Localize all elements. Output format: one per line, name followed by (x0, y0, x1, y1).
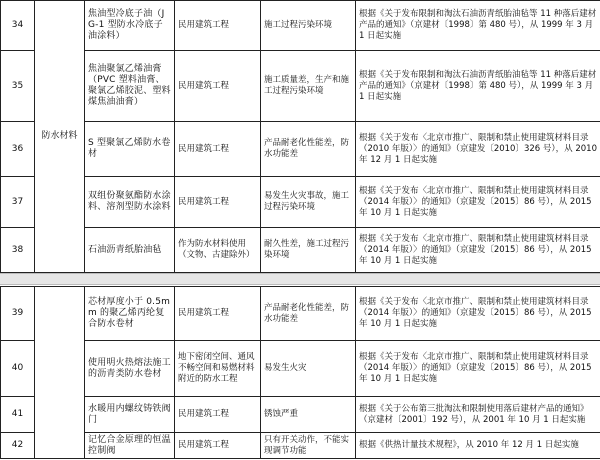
regulatory-basis: 根据《关于发布〈北京市推广、限制和禁止使用建筑材料目录（2014 年版）〉的通知》（京建发〔2015〕86 号），从 2015 年 10 月 1 日起实施 (356, 228, 600, 273)
material-name: 焦油聚氯乙烯油膏（PVC 塑料油膏、聚氯乙烯胶泥、塑料煤焦油油膏） (85, 51, 175, 122)
row-number: 34 (1, 1, 35, 51)
page-break (0, 273, 600, 285)
category-cell: 防水材料 (35, 1, 85, 273)
restricted-scope: 民用建筑工程 (175, 287, 261, 341)
restriction-reason: 易发生火灾 (261, 341, 356, 397)
regulatory-basis: 根据《供热计量技术规程》，从 2010 年 12 月 1 日起实施 (356, 433, 600, 459)
table-row (1, 1, 600, 51)
table-row (1, 341, 600, 397)
table-row (1, 397, 600, 433)
restricted-scope: 民用建筑工程 (175, 51, 261, 122)
restricted-materials-table-bottom (0, 286, 600, 459)
restricted-scope: 地下密闭空间、通风不畅空间和易燃材料附近的防水工程 (175, 341, 261, 397)
material-name: 水暖用内螺纹铸铁阀门 (85, 397, 175, 433)
row-number: 37 (1, 177, 35, 228)
regulatory-basis: 根据《关于发布〈北京市推广、限制和禁止使用建筑材料目录（2014 年版）〉的通知》（京建发〔2015〕86 号），从 2015 年 10 月 1 日起实施 (356, 287, 600, 341)
restricted-scope: 民用建筑工程 (175, 122, 261, 177)
restriction-reason: 施工过程污染环境 (261, 1, 356, 51)
restricted-scope: 作为防水材料使用（文物、古建除外） (175, 228, 261, 273)
restricted-scope: 民用建筑工程 (175, 177, 261, 228)
restriction-reason: 易发生火灾事故，施工过程污染环境 (261, 177, 356, 228)
material-name: 石油沥青纸胎油毡 (85, 228, 175, 273)
restricted-scope: 民用建筑工程 (175, 397, 261, 433)
row-number: 36 (1, 122, 35, 177)
table-row (1, 433, 600, 459)
row-number: 39 (1, 287, 35, 341)
row-number: 41 (1, 397, 35, 433)
restriction-reason: 耐久性差，施工过程污染环境 (261, 228, 356, 273)
table-row (1, 177, 600, 228)
material-name: S 型聚氯乙烯防水卷材 (85, 122, 175, 177)
regulatory-basis: 根据《关于发布〈北京市推广、限制和禁止使用建筑材料目录（2014 年版）〉的通知》（京建发〔2015〕86 号），从 2015 年 10 月 1 日起实施 (356, 341, 600, 397)
table-row (1, 122, 600, 177)
restricted-scope: 民用建筑工程 (175, 433, 261, 459)
material-name: 芯材厚度小于 0.5mm 的聚乙烯丙纶复合防水卷材 (85, 287, 175, 341)
restriction-reason: 产品耐老化性能差，防水功能差 (261, 287, 356, 341)
regulatory-basis: 根据《关于发布〈北京市推广、限制和禁止使用建筑材料目录（2014 年版）〉的通知》（京建发〔2015〕86 号），从 2015 年 10 月 1 日起实施 (356, 177, 600, 228)
row-number: 42 (1, 433, 35, 459)
row-number: 38 (1, 228, 35, 273)
table-row (1, 228, 600, 273)
row-number: 40 (1, 341, 35, 397)
material-name: 焦油型冷底子油（JG-1 型防水冷底子油涂料） (85, 1, 175, 51)
material-name: 使用明火热熔法施工的沥青类防水卷材 (85, 341, 175, 397)
row-number: 35 (1, 51, 35, 122)
category-cell-continued (35, 287, 85, 459)
material-name: 双组份聚氨酯防水涂料、溶剂型防水涂料 (85, 177, 175, 228)
table-row (1, 287, 600, 341)
restriction-reason: 产品耐老化性能差，防水功能差 (261, 122, 356, 177)
regulatory-basis: 根据《关于公布第三批淘汰和限制使用落后建材产品的通知》（京建材〔2001〕192 号），从 2001 年 10 月 1 日起实施 (356, 397, 600, 433)
table-row (1, 51, 600, 122)
restriction-reason: 锈蚀严重 (261, 397, 356, 433)
restricted-scope: 民用建筑工程 (175, 1, 261, 51)
restriction-reason: 只有开关动作，不能实现调节功能 (261, 433, 356, 459)
regulatory-basis: 根据《关于发布限制和淘汰石油沥青纸胎油毡等 11 种落后建材产品的通知》（京建材〔1998〕第 480 号），从 1999 年 3 月 1 日起实施 (356, 1, 600, 51)
restriction-reason: 施工质量差，生产和施工过程污染环境 (261, 51, 356, 122)
regulatory-basis: 根据《关于发布限制和淘汰石油沥青纸胎油毡等 11 种落后建材产品的通知》（京建材〔1998〕第 480 号），从 1999 年 3 月 1 日起实施 (356, 51, 600, 122)
regulatory-basis: 根据《关于发布〈北京市推广、限制和禁止使用建筑材料目录（2010 年版）〉的通知》（京建发〔2010〕326 号），从 2010 年 12 月 1 日起实施 (356, 122, 600, 177)
material-name: 记忆合金原理的恒温控制阀 (85, 433, 175, 459)
